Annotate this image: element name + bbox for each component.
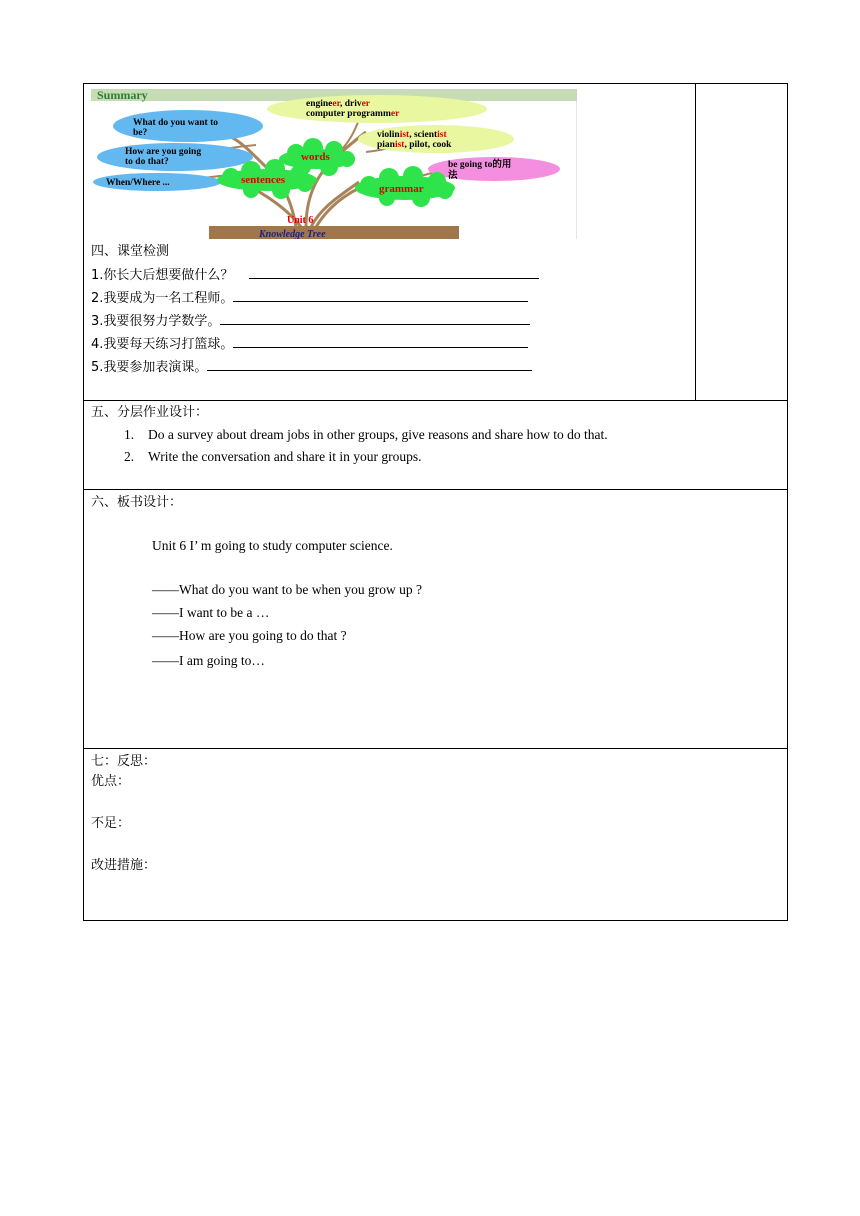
answer-blank-1[interactable] (249, 264, 539, 279)
cloud-grammar-label: grammar (379, 183, 424, 195)
cloud-sentences-label: sentences (241, 174, 285, 186)
homework-item-2: 2. Write the conversation and share it in your groups. (124, 449, 422, 464)
cloud-words-label: words (301, 151, 330, 163)
bubble-how-going-text-2: to do that? (125, 157, 169, 167)
homework-cell (84, 401, 788, 490)
bubble-be-going-to-text-1: be going to的用 (448, 160, 512, 170)
knowledge-tree-banner (209, 226, 459, 239)
knowledge-tree-label: Knowledge Tree (259, 229, 326, 239)
summary-check-cell (84, 84, 696, 401)
bubble-violinist-text-2: pianist, pilot, cook (377, 140, 452, 150)
bubble-when-where-text: When/Where ... (106, 178, 170, 188)
board-line-4: ——I am going to… (152, 653, 265, 668)
merits-label: 优点： (91, 774, 131, 789)
section6-title: 六、板书设计： (91, 495, 183, 510)
board-line-2: ——I want to be a … (152, 605, 270, 620)
board-line-1: ——What do you want to be when you grow up ? (152, 582, 422, 597)
section4-title: 四、课堂检测 (91, 244, 170, 259)
knowledge-tree-image (91, 87, 577, 239)
row-reflection (84, 749, 788, 921)
bubble-how-going-text-1: How are you going (125, 147, 202, 157)
notes-column-cell (696, 84, 788, 401)
bubble-violinist-text-1: violinist, scientist (377, 130, 447, 140)
board-line-3: ——How are you going to do that ? (152, 628, 347, 643)
question-2: 2.我要成为一名工程师。 (84, 287, 695, 310)
question-4: 4.我要每天练习打篮球。 (84, 333, 695, 356)
question-1: 1.你长大后想要做什么？ (84, 264, 695, 287)
question-3: 3.我要很努力学数学。 (84, 310, 695, 333)
unit-label: Unit 6 (287, 215, 314, 226)
answer-blank-5[interactable] (207, 356, 532, 371)
lesson-plan-table (83, 83, 788, 921)
row-summary-check (84, 84, 788, 401)
answer-blank-3[interactable] (220, 310, 530, 325)
shortcomings-label: 不足： (91, 816, 131, 831)
row-board-design (84, 490, 788, 749)
section5-title: 五、分层作业设计： (91, 405, 209, 420)
board-unit-title: Unit 6 I’ m going to study computer science. (152, 538, 393, 553)
answer-blank-4[interactable] (233, 333, 528, 348)
bubble-want-to-be-text-1: What do you want to (133, 118, 218, 128)
answer-blank-2[interactable] (233, 287, 528, 302)
improvements-label: 改进措施： (91, 858, 157, 873)
row-homework (84, 401, 788, 490)
bubble-be-going-to-text-2: 法 (448, 171, 458, 181)
question-5: 5.我要参加表演课。 (84, 356, 695, 379)
summary-title: Summary (97, 88, 148, 102)
board-design-cell (84, 490, 788, 749)
homework-item-1: 1. Do a survey about dream jobs in other groups, give reasons and share how to do that. (124, 427, 608, 442)
reflection-cell (84, 749, 788, 921)
section4-block (84, 243, 695, 379)
section7-title: 七：反思： (91, 754, 157, 769)
bubble-engineer-text-1: engineer, driver (306, 99, 371, 109)
bubble-want-to-be-text-2: be? (133, 128, 148, 138)
bubble-engineer-text-2: computer programmer (306, 109, 400, 119)
